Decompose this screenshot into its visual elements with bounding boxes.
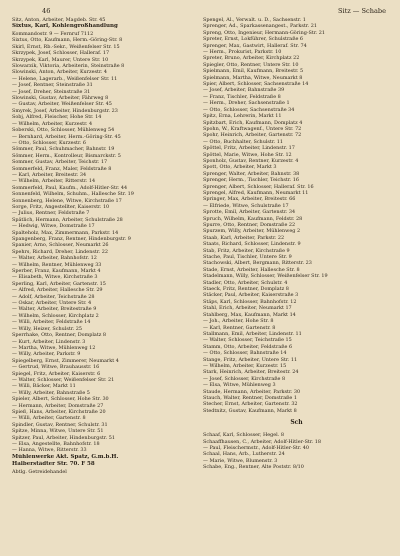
directory-entry: Sperrhake, Otto, Rentner, Domplatz 8: [12, 332, 107, 339]
directory-entry: — Wilhelm, Rentner, Mühlenweg 33: [12, 261, 102, 268]
directory-entry: — Otto, Schlosser, Kurzestr. 6: [12, 139, 87, 146]
directory-entry: Sixtus, Otto, Kaufmann, Herm.-Göring-Str. 8: [12, 37, 123, 44]
directory-entry: Spindler, Gustav, Rentner, Schulstr. 31: [12, 421, 108, 428]
directory-entry: Spreng, Otto, Ingenieur, Hermann-Göring-Str. 21: [203, 29, 326, 36]
directory-entry: Stahl, Erich, Arbeiter, Neumarkt 17: [203, 305, 292, 312]
directory-entry: — Josef, Dreher, Steinstraße 31: [12, 88, 91, 95]
directory-entry: Schabe, Eng., Rentner, Alte Poststr. 8/10: [203, 464, 304, 471]
directory-entry: Sommer, Gustav, Arbeiter, Teichstr. 17: [12, 159, 108, 166]
directory-entry: — Wilhelm, Arbeiter, Ritterstr. 14: [12, 178, 96, 185]
directory-entry: Spiegler, Otto, Rentner, Untere Str. 10: [203, 61, 299, 68]
directory-entry: — Josef, Schlosser, Kirchstraße 8: [203, 375, 286, 382]
directory-entry: Spreter, Ernst, Lokführer, Schulstraße 6: [203, 36, 304, 43]
directory-entry: — Julius, Rentner, Feldstraße 7: [12, 210, 90, 217]
directory-entry: — Willy, Heizer, Schulstr. 25: [12, 325, 82, 332]
directory-entry: Spitzbart, Erich, Kaufmann, Domplatz 4: [203, 119, 303, 126]
directory-entry: Sömmer, Paul, Schuhmacher, Bahnstr. 19: [12, 146, 115, 153]
directory-entry: — Karl, Arbeiter, Breitestr. 34: [12, 171, 87, 178]
directory-entry: — Hermann, Arbeiter, Domstraße 27: [12, 402, 104, 409]
directory-entry: — Joh., Arbeiter, Hohe Str. 8: [203, 318, 274, 325]
directory-entry: Spanier, Arno, Schlosser, Neumarkt 26: [12, 242, 109, 249]
directory-entry: Stäps, Karl, Schlosser, Bahnhofstr. 12: [203, 298, 297, 305]
directory-entry: Sprenger, Max, Gastwirt, Halleraf. Str. 74: [203, 42, 307, 49]
directory-entry: — Martha, Witwe, Mühlenweg 12: [12, 344, 96, 351]
directory-entry: Sprenger, Albert, Schlosser, Halleraf. Str. 16: [203, 183, 314, 190]
directory-entry: — Josef, Arbeiter, Bahnstraße 39: [203, 87, 285, 94]
directory-entry: Halberstädter Str. 70. F 58: [12, 461, 95, 468]
directory-entry: — Willy, Arbeiter, Parkstr. 9: [12, 351, 81, 358]
directory-entry: Stache, Paul, Tischler, Untere Str. 9: [203, 254, 292, 261]
directory-entry: Staeck, Fritz, Rentner, Domplatz 8: [203, 286, 289, 293]
directory-entry: Spohr, Heinrich, Arbeiter, Gartenstr. 72: [203, 132, 302, 139]
directory-entry: Spitzer, Paul, Arbeiter, Hindenburgstr. 51: [12, 434, 115, 441]
directory-entry: — Walter, Arbeiter, Bahnhofstr. 12: [12, 255, 97, 262]
directory-entry: — Karl, Rentner, Gartenstr. 8: [203, 324, 276, 331]
directory-entry: Stachowski, Albert, Bergmann, Ritterstr. 23: [203, 260, 312, 267]
directory-entry: Skrzypek, Karl, Maurer, Untere Str. 10: [12, 56, 109, 63]
directory-entry: — Otto, Schlosser, Sachsenstraße 34: [203, 106, 295, 113]
directory-entry: Staab, Karl, Arbeiter, Parkstr. 22: [203, 234, 285, 241]
directory-entry: — Marie, Witwe, Blumenstr. 3: [203, 457, 278, 464]
directory-entry: Sorge, Fritz, Angestellter, Kaiserstr. 10: [12, 203, 110, 210]
directory-entry: Stamm, Otto, Arbeiter, Feldstraße 6: [203, 343, 293, 350]
directory-entry: Staude, Hermann, Arbeiter, Parkstr. 30: [203, 388, 301, 395]
directory-entry: Sommerfeld, Paul, Kaufm., Adolf-Hitler-Str. 44: [12, 184, 128, 191]
directory-entry: Sommerfeld, Franz, Maler, Feldstraße 8: [12, 165, 112, 172]
directory-entry: — Walter, Arbeiter, Breitestraße 9: [12, 306, 97, 313]
directory-entry: — Willy, Arbeiter, Bahnstraße 5: [12, 389, 90, 396]
directory-entry: — Herm., Dreher, Sachsenstraße 1: [203, 100, 290, 107]
directory-entry: — Adolf, Arbeiter, Teichstraße 28: [12, 293, 95, 300]
directory-entry: Stadelmann, Willy, Schlosser, Weißenfelser Str. 19: [203, 273, 328, 280]
directory-entry: — Alfred, Arbeiter, Hallesche Str. 29: [12, 287, 103, 294]
directory-entry: Spitze, Minna, Witwe, Untere Str. 51: [12, 428, 104, 435]
directory-entry: — Willi, Arbeiter, Feldstraße 14: [12, 319, 91, 326]
directory-entry: Spruch, Wilhelm, Kaufmann, Feldstr. 28: [203, 215, 303, 222]
directory-entry: Sobj, Alfred, Fleischer, Hohe Str. 14: [12, 114, 102, 121]
directory-entry: Spieß, Hans, Arbeiter, Kirchstraße 20: [12, 408, 106, 415]
directory-entry: Sprenger, Herm., Tischler, Teichstr. 16: [203, 177, 300, 184]
directory-entry: Spielmann, Martha, Witwe, Neumarkt 8: [203, 74, 303, 81]
left-column: [12, 17, 199, 475]
directory-entry: — Elfriede, Witwe, Schulstraße 17: [203, 202, 289, 209]
directory-entry: — Otto, Schlosser, Bahnstraße 14: [203, 350, 287, 357]
directory-entry: Spöttel, Fritz, Arbeiter, Lindenstr. 17: [203, 145, 295, 152]
directory-entry: — Walter, Schlosser, Teichstraße 15: [203, 337, 292, 344]
directory-entry: Skrzypek, Josef, Schlosser, Halleraf. 17: [12, 50, 110, 57]
directory-entry: — Walter, Schlosser, Weißenfelser Str. 21: [12, 376, 115, 383]
directory-entry: Spohn, W., Kraftwagenf., Untere Str. 72: [203, 125, 302, 132]
directory-entry: Sprengel, Alfred, Kaufmann, Neumarkt 11: [203, 189, 309, 196]
right-column: [203, 17, 390, 475]
directory-columns: [12, 17, 390, 475]
directory-entry: Sitz, Anton, Arbeiter, Magdeb. Str. 45: [12, 17, 106, 23]
directory-entry: — Kurt, Arbeiter, Lindenstr. 3: [12, 338, 86, 345]
directory-entry: Spitz, Erna, Lehrerin, Markt 11: [203, 113, 282, 120]
directory-entry: Abtlg. Getreidehandel: [12, 469, 67, 475]
directory-entry: Soberski, Otto, Schlosser, Mühlenweg 54: [12, 127, 115, 134]
directory-entry: — Oskar, Arbeiter, Untere Str. 4: [12, 300, 92, 307]
directory-entry: Stark, Heinrich, Arbeiter, Breitestr. 24: [203, 369, 299, 376]
directory-entry: — Franz, Tischler, Feldstraße 8: [203, 93, 281, 100]
directory-entry: — Elsa, Angestellte, Bahnhofstr. 18: [12, 441, 100, 447]
directory-entry: Staats, Richard, Schlosser, Lindenstr. 9: [203, 241, 301, 248]
directory-entry: Slowinski, Gustav, Arbeiter, Fährweg 8: [12, 95, 109, 102]
directory-entry: Sperling, Karl, Arbeiter, Gartenstr. 15: [12, 280, 106, 287]
directory-entry: — Gertrud, Witwe, Brauhausstr. 16: [12, 364, 100, 371]
directory-entry: Schaaffhausen, C., Arbeiter, Adolf-Hitler-Str. 18: [203, 438, 322, 445]
directory-entry: Sixtus, Karl, Kohlengroßhandlung: [12, 23, 118, 30]
directory-entry: — Wilhelm, Schlosser, Kirchplatz 2: [12, 312, 99, 319]
directory-entry: Springer, Max, Arbeiter, Breitestr. 66: [203, 196, 296, 203]
directory-entry: — Elisabeth, Witwe, Kirchstraße 3: [12, 274, 98, 281]
directory-entry: Schaaf, Karl, Schlosser, Hegel. 8: [203, 432, 284, 439]
directory-entry: — Gustav, Arbeiter, Weißenfelser Str. 45: [12, 101, 112, 108]
directory-entry: Stadler, Otto, Arbeiter, Schulstr. 4: [203, 279, 288, 286]
directory-entry: — Josef, Rentner, Steinstraße 31: [12, 82, 93, 89]
directory-entry: Stab, Fritz, Arbeiter, Kirchstraße 9: [203, 247, 290, 254]
directory-entry: Sömmer, Herm., Kontrolleur, Bismarckstr. 5: [12, 152, 121, 159]
directory-entry: Skirl, Ernst, Rb.-Sekr., Weißenfelser Str. 15: [12, 43, 120, 50]
directory-entry: — Herm., Prokurist, Parkstr. 10: [203, 49, 282, 56]
directory-entry: Stahlberg, Max, Kaufmann, Markt 14: [203, 311, 296, 318]
directory-entry: Spiegelberg, Ernst, Zimmerer, Neumarkt 4: [12, 357, 119, 364]
directory-entry: — Elsa, Witwe, Mühlenweg 3: [203, 382, 276, 389]
directory-entry: — Bernhard, Arbeiter, Herm.-Göring-Str. 45: [12, 133, 121, 140]
directory-entry: Stade, Ernst, Arbeiter, Hallesche Str. 8: [203, 266, 300, 273]
directory-entry: Stecher, Ernst, Arbeiter, Gartenstr. 32: [203, 401, 298, 408]
directory-entry: Schaal, Hans, Arb., Lutherstr. 24: [203, 451, 285, 458]
directory-entry: Stäcker, Paul, Arbeiter, Kaiserstraße 3: [203, 292, 299, 299]
directory-entry: Stedtnitz, Gustav, Kaufmann, Markt 8: [203, 407, 297, 414]
directory-entry: Spier, Albert, Schlosser, Sachsenstraße 14: [203, 81, 309, 88]
directory-entry: Spätlich, Hermann, Arbeiter, Schulstraße 28: [12, 216, 123, 223]
directory-entry: Spreter, Bruno, Arbeiter, Kirchplatz 22: [203, 55, 300, 62]
directory-entry: — Willi, Arbeiter, Gartenstr. 8: [12, 415, 86, 422]
directory-entry: Slowinski, Anton, Arbeiter, Kurzestr. 4: [12, 69, 107, 76]
directory-entry: Sperber, Franz, Kaufmann, Markt 4: [12, 268, 101, 275]
directory-entry: — Willi, Bäcker, Markt 11: [12, 383, 76, 390]
page-header: [12, 5, 390, 17]
directory-entry: Sprenger, Walter, Arbeiter, Bahnstr. 38: [203, 170, 300, 177]
directory-entry: Spangenberg, Franz, Rentner, Hindenburgstr. 9: [12, 236, 131, 242]
directory-entry: — Paul, Fleischermstr., Adolf-Hitler-Str. 40: [203, 445, 310, 451]
directory-entry: — Otto, Buchhalter, Schulstr. 11: [203, 138, 284, 145]
directory-entry: Mühlenwerke Akt. Spatz, G.m.b.H.: [12, 453, 119, 460]
directory-entry: Stallmann, Emil, Arbeiter, Lindenstr. 11: [203, 330, 302, 337]
directory-entry: Spielmann, Emil, Kaufmann, Breitestr. 5: [203, 68, 304, 75]
section-heading: Sch: [290, 419, 303, 427]
directory-entry: Spieler, Albert, Schlosser, Hohe Str. 30: [12, 396, 109, 403]
directory-entry: Sonnenfeld, Wilhelm, Schuhm., Hallesche Str. 19: [12, 191, 134, 198]
directory-entry: Sprenger, Ad., Sparkassenangest., Parkstr. 21: [203, 23, 317, 30]
directory-entry: Stauch, Walter, Rentner, Domstraße 1: [203, 394, 297, 401]
directory-entry: Spott, Otto, Arbeiter, Markt 3: [203, 164, 277, 171]
directory-entry: Spurre, Otto, Rentner, Domstraße 22: [203, 222, 296, 228]
directory-entry: — Helene, Lagerarb., Weißenfelser Str. 11: [12, 75, 118, 82]
directory-entry: — Hanna, Witwe, Ritterstr. 33: [12, 447, 87, 454]
directory-entry: Sprotte, Emil, Arbeiter, Gartenstr. 34: [203, 209, 296, 216]
directory-entry: — Hedwig, Witwe, Domstraße 17: [12, 223, 95, 230]
directory-entry: Stange, Fritz, Arbeiter, Untere Str. 11: [203, 356, 298, 363]
directory-entry: Slowarzik, Viktoria, Arbeiterin, Steinstraße 8: [12, 63, 125, 70]
directory-entry: — Wilhelm, Arbeiter, Kurzestr. 4: [12, 120, 93, 127]
directory-entry: Sonnenberg, Helene, Witwe, Kirchstraße 17: [12, 197, 122, 204]
directory-entry: Spengel, Al., Verwalt. u. D., Sachsenstr. 1: [203, 17, 306, 23]
directory-entry: Sponholz, Gustav, Rentner, Kurzestr. 4: [203, 157, 299, 164]
directory-entry: Spehrs, Richard, Dreher, Lindenstr. 22: [12, 248, 108, 255]
page-number: 46: [42, 7, 51, 15]
running-title: Sitz — Schabe: [337, 7, 386, 15]
directory-entry: Spalteholz, Max, Zimmermann, Parkstr. 14: [12, 229, 119, 236]
directory-entry: Spurzem, Willy, Arbeiter, Mühlenweg 2: [203, 228, 301, 235]
directory-entry: Spöttel, Marie, Witwe, Hohe Str. 12: [203, 151, 292, 158]
directory-entry: Spiegel, Fritz, Arbeiter, Kaiserstr. 6: [12, 370, 101, 377]
directory-entry: Kommandostr. 9 — Fernruf 7112: [12, 31, 94, 37]
directory-entry: Smyrek, Josef, Arbeiter, Hindenburgstr. 23: [12, 107, 118, 114]
directory-entry: — Wilhelm, Arbeiter, Kurzestr. 15: [203, 362, 287, 369]
